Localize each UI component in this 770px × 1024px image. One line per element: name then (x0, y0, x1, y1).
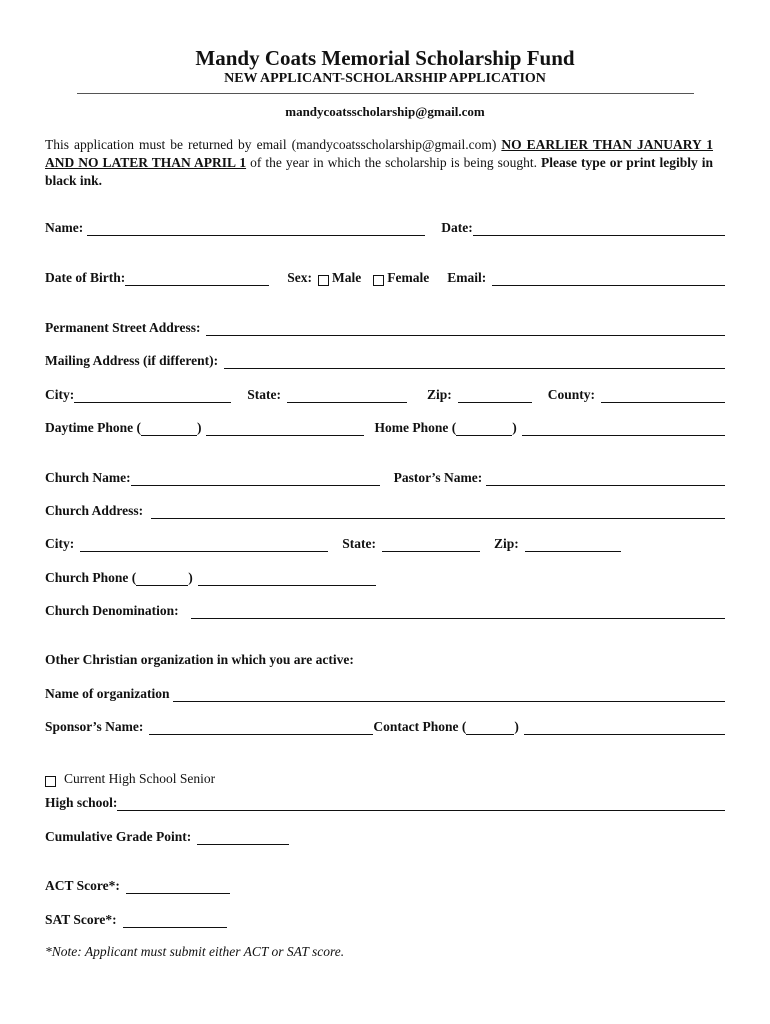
daytime-area-code-field[interactable] (141, 421, 197, 436)
contact-phone-label: Contact Phone ( (373, 719, 467, 734)
county-label: County: (547, 387, 596, 402)
act-label: ACT Score*: (45, 878, 120, 893)
gpa-field[interactable] (197, 830, 289, 845)
daytime-phone-field[interactable] (206, 421, 364, 436)
high-school-row (45, 791, 725, 811)
instructions-text-2: of the year in which the scholarship is being sought. (246, 155, 541, 170)
high-school-field[interactable] (117, 796, 725, 811)
name-date-row (45, 216, 725, 236)
zip-field[interactable] (458, 388, 532, 403)
male-label: Male (331, 270, 362, 285)
church-city-field[interactable] (80, 537, 328, 552)
contact-area-code-field[interactable] (466, 720, 514, 735)
daytime-phone-label: Daytime Phone ( (45, 420, 141, 435)
pastor-name-label: Pastor’s Name: (393, 470, 483, 485)
senior-row (45, 767, 725, 787)
street-address-field[interactable] (206, 321, 725, 336)
sponsor-row (45, 715, 725, 735)
home-phone-label: Home Phone ( (374, 420, 457, 435)
church-state-label: State: (342, 536, 376, 551)
contact-email: mandycoatsscholarship@gmail.com (285, 104, 485, 119)
sat-field[interactable] (123, 913, 227, 928)
senior-checkbox[interactable] (45, 776, 56, 787)
city-field[interactable] (74, 388, 231, 403)
contact-phone-field[interactable] (524, 720, 725, 735)
female-checkbox[interactable] (373, 275, 384, 286)
church-address-field[interactable] (151, 504, 725, 519)
score-note: *Note: Applicant must submit either ACT or SAT score. (45, 944, 345, 959)
zip-label: Zip: (427, 387, 452, 402)
state-field[interactable] (287, 388, 407, 403)
other-org-heading: Other Christian organization in which you are active: (45, 652, 354, 667)
county-field[interactable] (601, 388, 725, 403)
pastor-name-field[interactable] (486, 471, 725, 486)
daytime-phone-paren: ) (196, 420, 202, 435)
city-state-zip-row (45, 383, 725, 403)
state-label: State: (247, 387, 281, 402)
act-row (45, 874, 725, 894)
date-field[interactable] (473, 221, 725, 236)
sex-label: Sex: (287, 270, 312, 285)
church-city-row (45, 532, 725, 552)
church-state-field[interactable] (382, 537, 480, 552)
form-title: Mandy Coats Memorial Scholarship Fund (195, 46, 575, 70)
deadline-text: NO EARLIER THAN JANUARY 1 AND NO LATER THAN APRIL 1 (45, 137, 714, 170)
church-phone-field[interactable] (198, 571, 376, 586)
date-label: Date: (441, 220, 473, 235)
org-name-label: Name of organization (45, 686, 170, 701)
sponsor-name-label: Sponsor’s Name: (45, 719, 144, 734)
sat-row (45, 908, 725, 928)
phone-row (45, 416, 725, 436)
female-label: Female (387, 270, 430, 285)
church-address-row (45, 499, 725, 519)
contact-phone-paren: ) (514, 719, 519, 734)
header-divider (77, 93, 694, 94)
act-field[interactable] (126, 879, 230, 894)
church-name-field[interactable] (131, 471, 380, 486)
denomination-label: Church Denomination: (45, 603, 179, 618)
mailing-address-field[interactable] (224, 354, 725, 369)
dob-label: Date of Birth: (45, 270, 126, 285)
email-field[interactable] (492, 271, 725, 286)
male-checkbox[interactable] (318, 275, 329, 286)
high-school-label: High school: (45, 795, 118, 810)
denomination-row (45, 599, 725, 619)
instructions-ink-text: Please type or print legibly in black ink. (45, 155, 714, 188)
email-label: Email: (447, 270, 487, 285)
org-name-row (45, 682, 725, 702)
sat-label: SAT Score*: (45, 912, 117, 927)
church-name-label: Church Name: (45, 470, 131, 485)
church-phone-paren: ) (188, 570, 193, 585)
church-address-label: Church Address: (45, 503, 144, 518)
church-name-row (45, 466, 725, 486)
home-area-code-field[interactable] (456, 421, 512, 436)
other-org-row (45, 648, 725, 668)
home-phone-field[interactable] (522, 421, 725, 436)
dob-sex-email-row (45, 266, 725, 286)
city-label: City: (45, 387, 75, 402)
mailing-address-label: Mailing Address (if different): (45, 353, 219, 368)
church-zip-field[interactable] (525, 537, 621, 552)
church-zip-label: Zip: (494, 536, 519, 551)
street-address-row (45, 316, 725, 336)
instructions-text-1: This application must be returned by email (mandycoatsscholarship@gmail.com) (45, 137, 502, 152)
home-phone-paren: ) (512, 420, 517, 435)
church-phone-row (45, 566, 725, 586)
form-subtitle: NEW APPLICANT-SCHOLARSHIP APPLICATION (224, 71, 546, 86)
street-address-label: Permanent Street Address: (45, 320, 201, 335)
mailing-address-row (45, 349, 725, 369)
gpa-label: Cumulative Grade Point: (45, 829, 192, 844)
denomination-field[interactable] (191, 604, 725, 619)
instructions-paragraph (45, 136, 713, 190)
sponsor-name-field[interactable] (149, 720, 373, 735)
church-city-label: City: (45, 536, 75, 551)
senior-label: Current High School Senior (64, 771, 216, 786)
church-phone-label: Church Phone ( (45, 570, 137, 585)
name-label: Name: (45, 220, 84, 235)
gpa-row (45, 825, 725, 845)
church-area-code-field[interactable] (136, 571, 188, 586)
org-name-field[interactable] (173, 687, 725, 702)
dob-field[interactable] (125, 271, 269, 286)
name-field[interactable] (87, 221, 425, 236)
